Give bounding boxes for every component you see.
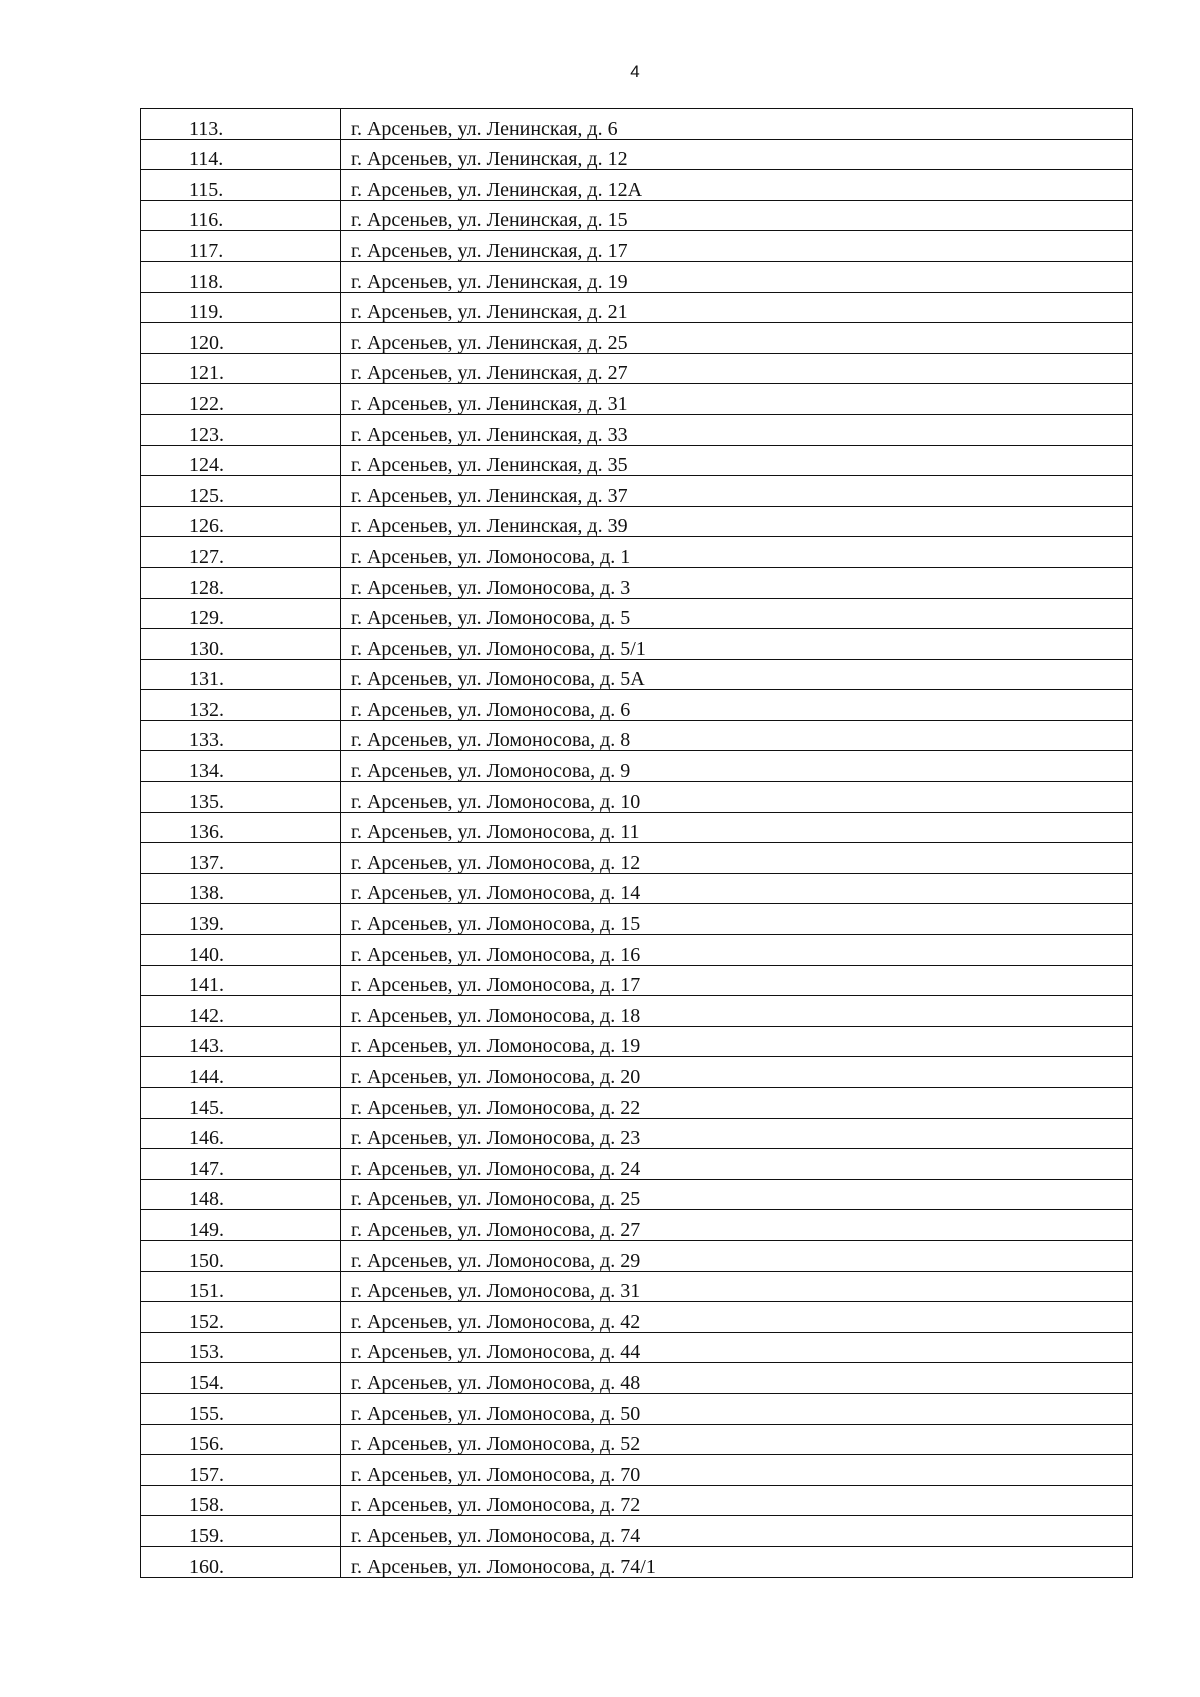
row-number-cell: 150. [141,1240,341,1271]
table-row [141,782,1133,813]
row-number-cell: 134. [141,751,341,782]
address-cell: г. Арсеньев, ул. Ломоносова, д. 15 [341,904,1133,935]
address-cell: г. Арсеньев, ул. Ленинская, д. 33 [341,414,1133,445]
address-cell: г. Арсеньев, ул. Ломоносова, д. 16 [341,935,1133,966]
table-row [141,1363,1133,1394]
row-number-cell: 154. [141,1363,341,1394]
row-number-cell: 159. [141,1516,341,1547]
row-number-cell: 118. [141,261,341,292]
table-row [141,996,1133,1027]
row-number-cell: 120. [141,323,341,354]
address-cell: г. Арсеньев, ул. Ломоносова, д. 3 [341,567,1133,598]
address-cell: г. Арсеньев, ул. Ломоносова, д. 74/1 [341,1546,1133,1577]
table-row [141,720,1133,751]
table-row [141,139,1133,170]
address-cell: г. Арсеньев, ул. Ломоносова, д. 20 [341,1057,1133,1088]
address-cell: г. Арсеньев, ул. Ломоносова, д. 42 [341,1302,1133,1333]
table-row [141,292,1133,323]
table-row [141,904,1133,935]
table-row [141,1088,1133,1119]
table-row [141,231,1133,262]
row-number-cell: 143. [141,1026,341,1057]
address-cell: г. Арсеньев, ул. Ломоносова, д. 5 [341,598,1133,629]
address-cell: г. Арсеньев, ул. Ломоносова, д. 6 [341,690,1133,721]
table-row [141,1026,1133,1057]
table-row [141,751,1133,782]
table-row [141,567,1133,598]
table-row [141,873,1133,904]
row-number-cell: 156. [141,1424,341,1455]
table-row [141,353,1133,384]
address-cell: г. Арсеньев, ул. Ленинская, д. 21 [341,292,1133,323]
row-number-cell: 146. [141,1118,341,1149]
row-number-cell: 127. [141,537,341,568]
table-row [141,1546,1133,1577]
table-row [141,200,1133,231]
address-cell: г. Арсеньев, ул. Ломоносова, д. 11 [341,812,1133,843]
table-row [141,1455,1133,1486]
row-number-cell: 114. [141,139,341,170]
row-number-cell: 133. [141,720,341,751]
table-row [141,1485,1133,1516]
address-cell: г. Арсеньев, ул. Ломоносова, д. 19 [341,1026,1133,1057]
address-cell: г. Арсеньев, ул. Ленинская, д. 27 [341,353,1133,384]
row-number-cell: 131. [141,659,341,690]
address-cell: г. Арсеньев, ул. Ломоносова, д. 10 [341,782,1133,813]
address-cell: г. Арсеньев, ул. Ленинская, д. 31 [341,384,1133,415]
address-cell: г. Арсеньев, ул. Ломоносова, д. 1 [341,537,1133,568]
row-number-cell: 142. [141,996,341,1027]
table-row [141,1149,1133,1180]
table-row [141,1332,1133,1363]
address-cell: г. Арсеньев, ул. Ломоносова, д. 52 [341,1424,1133,1455]
address-cell: г. Арсеньев, ул. Ленинская, д. 25 [341,323,1133,354]
address-cell: г. Арсеньев, ул. Ломоносова, д. 72 [341,1485,1133,1516]
row-number-cell: 115. [141,170,341,201]
row-number-cell: 158. [141,1485,341,1516]
address-cell: г. Арсеньев, ул. Ленинская, д. 12 [341,139,1133,170]
row-number-cell: 155. [141,1393,341,1424]
address-table [140,108,1133,1578]
table-row [141,109,1133,140]
address-cell: г. Арсеньев, ул. Ломоносова, д. 48 [341,1363,1133,1394]
table-row [141,659,1133,690]
address-cell: г. Арсеньев, ул. Ломоносова, д. 5А [341,659,1133,690]
row-number-cell: 153. [141,1332,341,1363]
table-row [141,1271,1133,1302]
address-cell: г. Арсеньев, ул. Ломоносова, д. 27 [341,1210,1133,1241]
row-number-cell: 141. [141,965,341,996]
address-cell: г. Арсеньев, ул. Ленинская, д. 12А [341,170,1133,201]
row-number-cell: 130. [141,629,341,660]
address-cell: г. Арсеньев, ул. Ленинская, д. 17 [341,231,1133,262]
row-number-cell: 128. [141,567,341,598]
address-cell: г. Арсеньев, ул. Ломоносова, д. 22 [341,1088,1133,1119]
table-row [141,690,1133,721]
address-cell: г. Арсеньев, ул. Ленинская, д. 15 [341,200,1133,231]
row-number-cell: 144. [141,1057,341,1088]
row-number-cell: 123. [141,414,341,445]
table-row [141,935,1133,966]
table-row [141,170,1133,201]
row-number-cell: 113. [141,109,341,140]
row-number-cell: 139. [141,904,341,935]
row-number-cell: 129. [141,598,341,629]
table-row [141,1057,1133,1088]
table-row [141,1516,1133,1547]
table-row [141,445,1133,476]
address-cell: г. Арсеньев, ул. Ленинская, д. 37 [341,476,1133,507]
row-number-cell: 152. [141,1302,341,1333]
address-cell: г. Арсеньев, ул. Ломоносова, д. 31 [341,1271,1133,1302]
table-row [141,323,1133,354]
address-cell: г. Арсеньев, ул. Ломоносова, д. 23 [341,1118,1133,1149]
address-cell: г. Арсеньев, ул. Ломоносова, д. 5/1 [341,629,1133,660]
row-number-cell: 140. [141,935,341,966]
table-row [141,812,1133,843]
address-cell: г. Арсеньев, ул. Ломоносова, д. 12 [341,843,1133,874]
row-number-cell: 135. [141,782,341,813]
row-number-cell: 121. [141,353,341,384]
address-cell: г. Арсеньев, ул. Ломоносова, д. 74 [341,1516,1133,1547]
table-row [141,261,1133,292]
table-row [141,1179,1133,1210]
table-row [141,1210,1133,1241]
table-row [141,1240,1133,1271]
table-row [141,414,1133,445]
table-row [141,476,1133,507]
address-cell: г. Арсеньев, ул. Ломоносова, д. 29 [341,1240,1133,1271]
row-number-cell: 149. [141,1210,341,1241]
row-number-cell: 124. [141,445,341,476]
address-cell: г. Арсеньев, ул. Ленинская, д. 35 [341,445,1133,476]
row-number-cell: 119. [141,292,341,323]
address-cell: г. Арсеньев, ул. Ломоносова, д. 25 [341,1179,1133,1210]
address-cell: г. Арсеньев, ул. Ленинская, д. 6 [341,109,1133,140]
table-row [141,1302,1133,1333]
table-row [141,598,1133,629]
table-row [141,1393,1133,1424]
table-row [141,506,1133,537]
row-number-cell: 147. [141,1149,341,1180]
row-number-cell: 145. [141,1088,341,1119]
row-number-cell: 148. [141,1179,341,1210]
table-row [141,843,1133,874]
table-row [141,384,1133,415]
row-number-cell: 136. [141,812,341,843]
row-number-cell: 157. [141,1455,341,1486]
address-cell: г. Арсеньев, ул. Ломоносова, д. 24 [341,1149,1133,1180]
table-row [141,965,1133,996]
address-cell: г. Арсеньев, ул. Ломоносова, д. 18 [341,996,1133,1027]
address-cell: г. Арсеньев, ул. Ломоносова, д. 17 [341,965,1133,996]
row-number-cell: 151. [141,1271,341,1302]
row-number-cell: 116. [141,200,341,231]
row-number-cell: 125. [141,476,341,507]
address-cell: г. Арсеньев, ул. Ломоносова, д. 8 [341,720,1133,751]
row-number-cell: 122. [141,384,341,415]
table-row [141,1424,1133,1455]
table-row [141,537,1133,568]
row-number-cell: 137. [141,843,341,874]
table-row [141,629,1133,660]
row-number-cell: 126. [141,506,341,537]
page-number: 4 [630,62,640,81]
address-cell: г. Арсеньев, ул. Ленинская, д. 19 [341,261,1133,292]
row-number-cell: 132. [141,690,341,721]
row-number-cell: 117. [141,231,341,262]
row-number-cell: 138. [141,873,341,904]
address-cell: г. Арсеньев, ул. Ломоносова, д. 70 [341,1455,1133,1486]
address-cell: г. Арсеньев, ул. Ломоносова, д. 14 [341,873,1133,904]
address-cell: г. Арсеньев, ул. Ломоносова, д. 44 [341,1332,1133,1363]
address-cell: г. Арсеньев, ул. Ломоносова, д. 50 [341,1393,1133,1424]
table-row [141,1118,1133,1149]
row-number-cell: 160. [141,1546,341,1577]
address-cell: г. Арсеньев, ул. Ломоносова, д. 9 [341,751,1133,782]
address-table-body [141,109,1133,1578]
address-cell: г. Арсеньев, ул. Ленинская, д. 39 [341,506,1133,537]
